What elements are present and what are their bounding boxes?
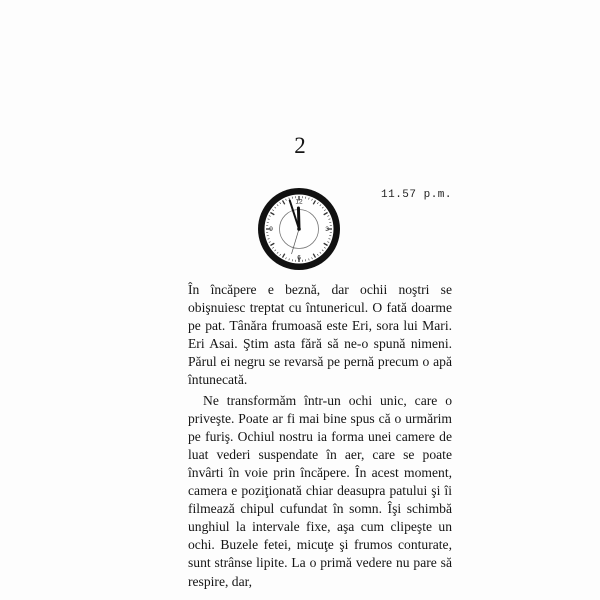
clock-center: [297, 227, 301, 231]
clock-label-6: 6: [297, 254, 301, 262]
clock-label-3: 3: [325, 226, 329, 234]
body-text: [188, 281, 452, 591]
clock-label-9: 9: [269, 226, 273, 234]
paragraph: În încăpere e beznă, dar ochii noştri se obişnuiesc treptat cu întunericul. O fată doarme pe pat. Tânăra frumoasă este Eri, sora lui Mari. Eri Asai. Ştim asta fără să ne-o spună nimeni. Părul ei negru se revarsă pe pernă precum o apă întunecată.: [188, 282, 452, 388]
clock-icon: [256, 186, 342, 272]
time-stamp: 11.57 p.m.: [381, 189, 453, 201]
chapter-number: 2: [294, 133, 306, 158]
paragraph: Ne transformăm într-un ochi unic, care o priveşte. Poate ar fi mai bine spus că o urmărim pe furiş. Ochiul nostru ia forma unei camere de luat vederi suspendate în aer, care se poate învârti în voie prin încăpere. În acest moment, camera e poziţionată chiar deasupra patului şi îi filmează chipul cufundat în somn. Îşi schimbă unghiul la intervale fixe, aşa cum clipeşte un ochi. Buzele fetei, micuţe şi frumos conturate, sunt strânse lipite. La o primă vedere nu pare să respire, dar,: [188, 392, 452, 589]
clock-label-12: 12: [295, 198, 303, 206]
